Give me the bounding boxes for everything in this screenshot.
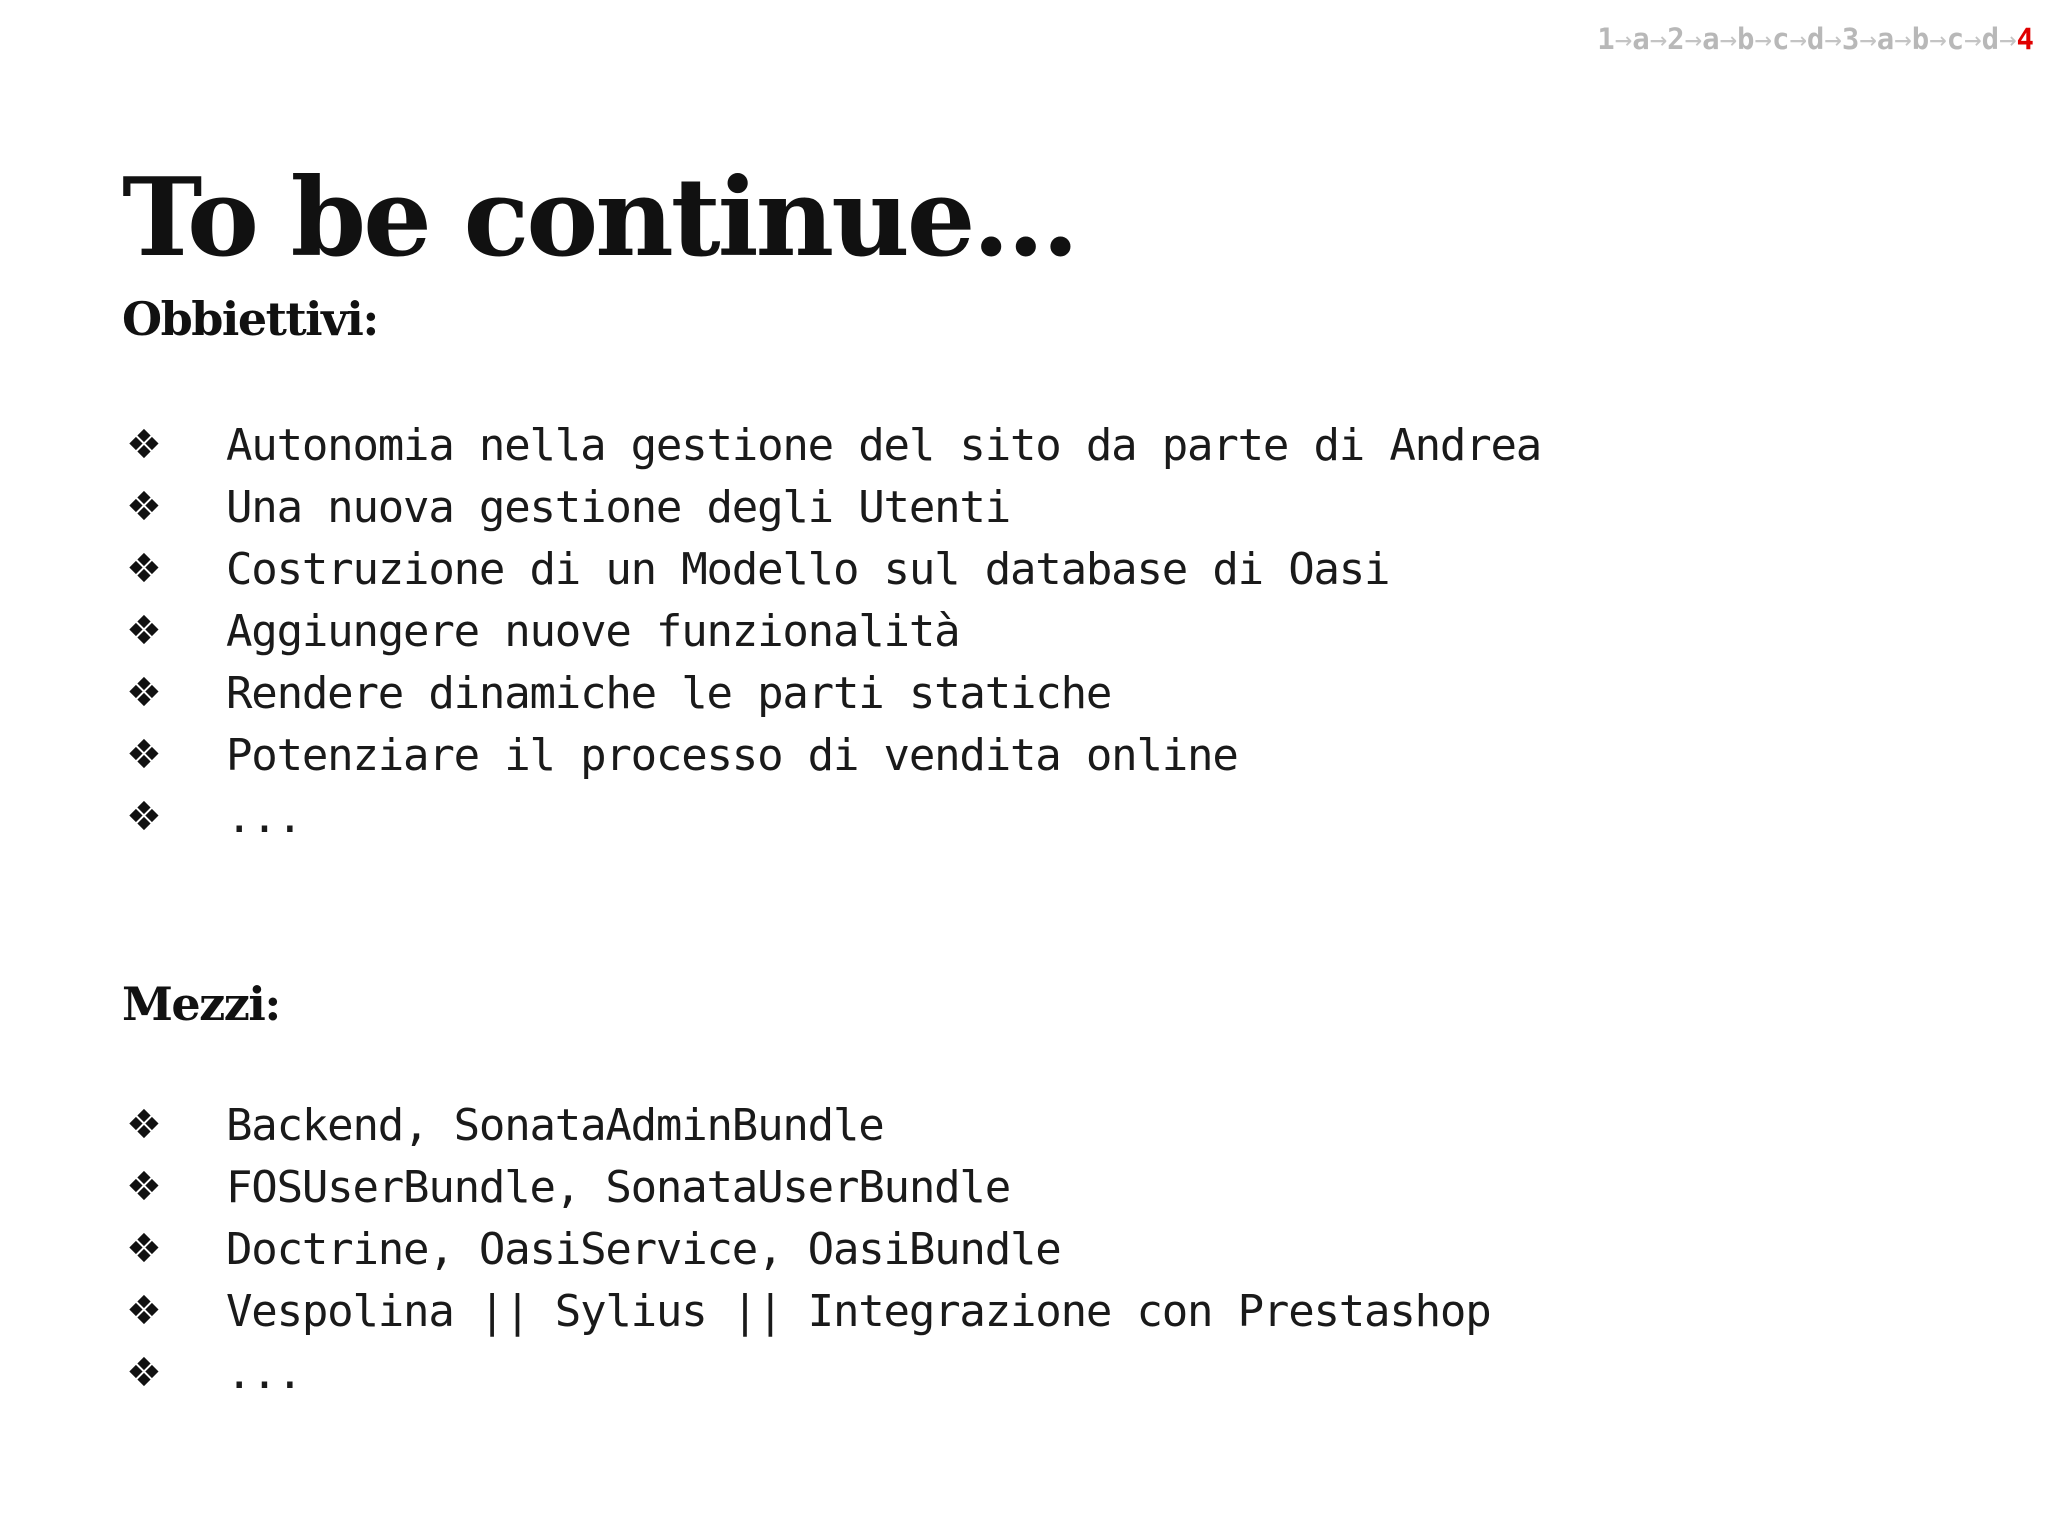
means-list xyxy=(122,1094,1491,1404)
list-item-text: Rendere dinamiche le parti statiche xyxy=(226,667,1112,719)
list-item xyxy=(122,600,1541,662)
list-item-text: Potenziare il processo di vendita online xyxy=(226,729,1238,781)
breadcrumb-step: c xyxy=(1946,22,1965,56)
list-item-text: Costruzione di un Modello sul database di Oasi xyxy=(226,543,1390,595)
breadcrumb-arrow-icon: → xyxy=(1754,22,1772,56)
breadcrumb-step: a xyxy=(1702,22,1720,56)
bullet-icon: ❖ xyxy=(126,794,162,840)
breadcrumb-step: c xyxy=(1771,22,1790,56)
list-item-text: Vespolina || Sylius || Integrazione con Prestashop xyxy=(226,1285,1491,1337)
breadcrumb-arrow-icon: → xyxy=(1824,22,1842,56)
page-title: To be continue... xyxy=(122,155,1077,282)
list-item-text: Autonomia nella gestione del sito da parte di Andrea xyxy=(226,419,1542,471)
objectives-heading: Obbiettivi: xyxy=(122,292,378,346)
objectives-list xyxy=(122,414,1541,848)
breadcrumb-step: d xyxy=(1806,22,1825,56)
list-item-text: Una nuova gestione degli Utenti xyxy=(226,481,1010,533)
breadcrumb-arrow-icon: → xyxy=(1894,22,1912,56)
breadcrumb-arrow-icon: → xyxy=(1719,22,1738,56)
bullet-icon: ❖ xyxy=(126,608,162,654)
breadcrumb-arrow-icon: → xyxy=(1614,22,1633,56)
list-item xyxy=(122,662,1541,724)
list-item xyxy=(122,786,1541,848)
bullet-icon: ❖ xyxy=(126,1288,162,1334)
list-item xyxy=(122,1094,1491,1156)
breadcrumb-step: b xyxy=(1737,22,1755,56)
list-item xyxy=(122,476,1541,538)
list-item-text: Doctrine, OasiService, OasiBundle xyxy=(226,1223,1061,1275)
breadcrumb xyxy=(1597,22,2034,56)
bullet-icon: ❖ xyxy=(126,1350,162,1396)
list-item xyxy=(122,1156,1491,1218)
breadcrumb-step: a xyxy=(1876,22,1895,56)
bullet-icon: ❖ xyxy=(126,1226,162,1272)
list-item-text: Aggiungere nuove funzionalità xyxy=(226,605,960,657)
breadcrumb-step: d xyxy=(1981,22,2000,56)
breadcrumb-step: 1 xyxy=(1597,22,1615,56)
breadcrumb-arrow-icon: → xyxy=(1684,22,1703,56)
list-item-text: Backend, SonataAdminBundle xyxy=(226,1099,884,1151)
list-item xyxy=(122,414,1541,476)
breadcrumb-current-step: 4 xyxy=(2016,22,2034,56)
list-item xyxy=(122,1280,1491,1342)
list-item-text: FOSUserBundle, SonataUserBundle xyxy=(226,1161,1010,1213)
bullet-icon: ❖ xyxy=(126,1164,162,1210)
bullet-icon: ❖ xyxy=(126,484,162,530)
breadcrumb-step: a xyxy=(1632,22,1650,56)
breadcrumb-step: b xyxy=(1911,22,1930,56)
breadcrumb-arrow-icon: → xyxy=(1649,22,1668,56)
bullet-icon: ❖ xyxy=(126,546,162,592)
breadcrumb-step: 3 xyxy=(1841,22,1860,56)
list-item xyxy=(122,724,1541,786)
means-heading: Mezzi: xyxy=(122,977,280,1031)
breadcrumb-arrow-icon: → xyxy=(1964,22,1982,56)
bullet-icon: ❖ xyxy=(126,1102,162,1148)
list-item-text: ... xyxy=(226,791,302,843)
list-item xyxy=(122,538,1541,600)
bullet-icon: ❖ xyxy=(126,670,162,716)
breadcrumb-arrow-icon: → xyxy=(1999,22,2017,56)
breadcrumb-arrow-icon: → xyxy=(1789,22,1807,56)
bullet-icon: ❖ xyxy=(126,422,162,468)
breadcrumb-arrow-icon: → xyxy=(1929,22,1947,56)
breadcrumb-step: 2 xyxy=(1667,22,1685,56)
list-item xyxy=(122,1342,1491,1404)
list-item-text: ... xyxy=(226,1347,302,1399)
breadcrumb-arrow-icon: → xyxy=(1859,22,1877,56)
list-item xyxy=(122,1218,1491,1280)
bullet-icon: ❖ xyxy=(126,732,162,778)
